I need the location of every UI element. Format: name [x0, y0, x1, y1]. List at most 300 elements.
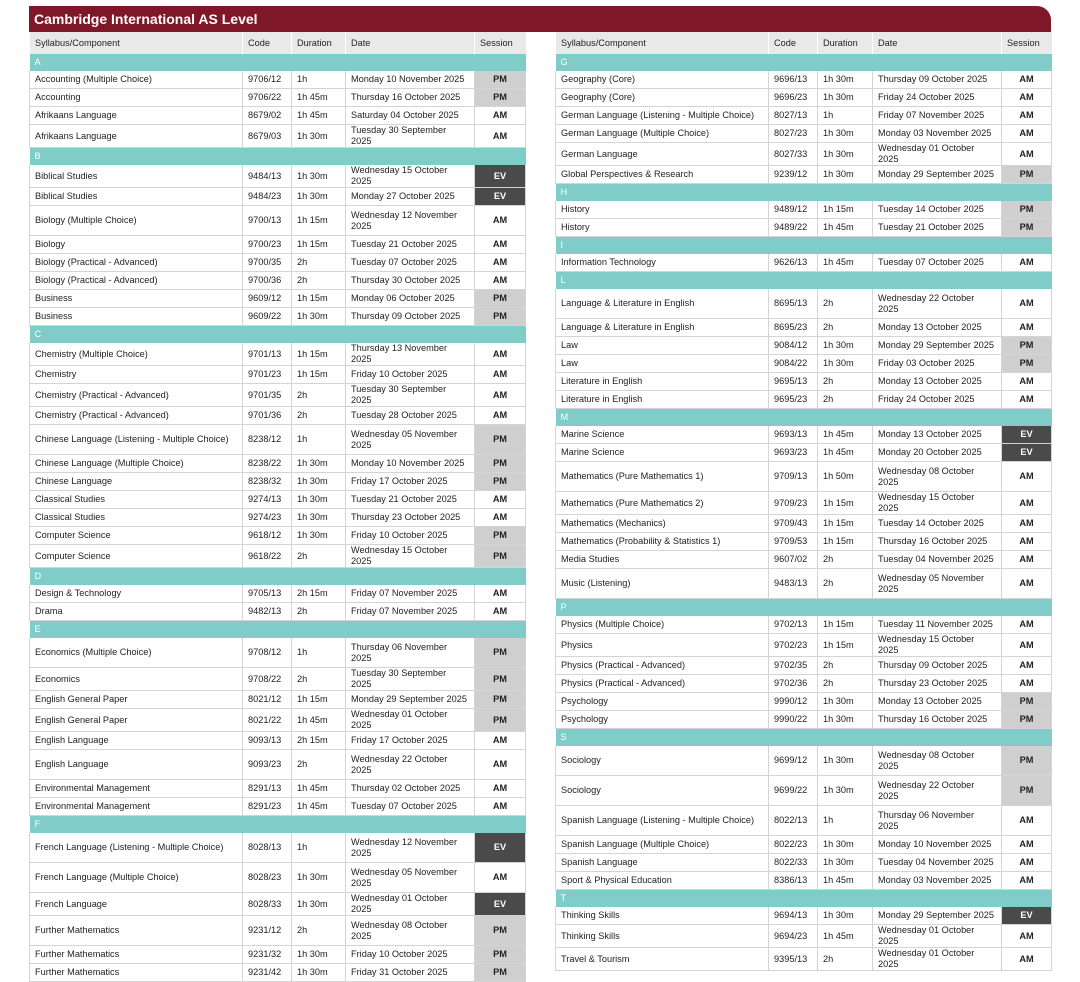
syllabus-cell: Environmental Management [30, 798, 243, 816]
session-cell: AM [475, 206, 526, 236]
syllabus-cell: Biology (Multiple Choice) [30, 206, 243, 236]
code-cell: 9695/13 [769, 373, 818, 391]
code-cell: 9482/13 [243, 603, 292, 621]
section-letter: I [556, 237, 1052, 255]
code-cell: 8022/23 [769, 836, 818, 854]
syllabus-cell: Biology [30, 236, 243, 254]
table-row [556, 854, 1052, 872]
section-letter-row [30, 816, 526, 834]
syllabus-cell: French Language (Multiple Choice) [30, 863, 243, 893]
table-row [556, 462, 1052, 492]
date-cell: Friday 17 October 2025 [346, 473, 475, 491]
session-cell: EV [1002, 444, 1052, 462]
code-cell: 8028/23 [243, 863, 292, 893]
code-cell: 8695/13 [769, 289, 818, 319]
date-cell: Thursday 09 October 2025 [346, 308, 475, 326]
duration-cell: 1h 45m [818, 925, 873, 948]
session-cell: AM [1002, 373, 1052, 391]
table-row [30, 732, 526, 750]
syllabus-cell: Media Studies [556, 551, 769, 569]
syllabus-cell: Further Mathematics [30, 964, 243, 982]
table-row [30, 165, 526, 188]
code-cell: 9696/23 [769, 89, 818, 107]
code-cell: 9231/12 [243, 916, 292, 946]
date-cell: Wednesday 12 November 2025 [346, 833, 475, 863]
session-cell: AM [1002, 391, 1052, 409]
date-cell: Friday 10 October 2025 [346, 366, 475, 384]
duration-cell: 1h 30m [818, 143, 873, 166]
syllabus-cell: Sociology [556, 746, 769, 776]
table-row [556, 373, 1052, 391]
session-cell: AM [1002, 492, 1052, 515]
code-cell: 9609/22 [243, 308, 292, 326]
duration-cell: 1h 45m [818, 444, 873, 462]
duration-cell: 1h [818, 806, 873, 836]
code-cell: 9701/36 [243, 407, 292, 425]
session-cell: PM [1002, 746, 1052, 776]
session-cell: AM [475, 254, 526, 272]
code-cell: 8021/12 [243, 691, 292, 709]
syllabus-cell: German Language (Multiple Choice) [556, 125, 769, 143]
date-cell: Wednesday 01 October 2025 [346, 709, 475, 732]
table-row [556, 391, 1052, 409]
session-cell: AM [475, 384, 526, 407]
code-cell: 9489/12 [769, 201, 818, 219]
code-cell: 9693/13 [769, 426, 818, 444]
duration-cell: 2h [818, 657, 873, 675]
date-cell: Thursday 16 October 2025 [346, 89, 475, 107]
duration-cell: 1h 30m [818, 746, 873, 776]
duration-cell: 1h 50m [818, 462, 873, 492]
section-letter-row [556, 54, 1052, 71]
duration-cell: 2h [292, 407, 346, 425]
code-cell: 9093/23 [243, 750, 292, 780]
syllabus-cell: Accounting (Multiple Choice) [30, 71, 243, 89]
session-cell: PM [475, 290, 526, 308]
date-cell: Tuesday 21 October 2025 [873, 219, 1002, 237]
date-cell: Wednesday 05 November 2025 [346, 863, 475, 893]
session-cell: PM [475, 964, 526, 982]
duration-cell: 1h 30m [292, 509, 346, 527]
syllabus-cell: Global Perspectives & Research [556, 166, 769, 184]
date-cell: Thursday 16 October 2025 [873, 533, 1002, 551]
session-cell: AM [475, 407, 526, 425]
code-cell: 9709/23 [769, 492, 818, 515]
date-cell: Wednesday 15 October 2025 [346, 165, 475, 188]
table-row [556, 836, 1052, 854]
date-cell: Wednesday 22 October 2025 [873, 289, 1002, 319]
table-row [30, 425, 526, 455]
duration-cell: 1h 45m [818, 426, 873, 444]
table-row [556, 444, 1052, 462]
code-cell: 8027/23 [769, 125, 818, 143]
date-cell: Thursday 23 October 2025 [873, 675, 1002, 693]
date-cell: Thursday 13 November 2025 [346, 343, 475, 366]
code-cell: 9693/23 [769, 444, 818, 462]
syllabus-cell: Chinese Language [30, 473, 243, 491]
duration-cell: 1h 30m [292, 165, 346, 188]
syllabus-cell: Further Mathematics [30, 916, 243, 946]
date-cell: Tuesday 30 September 2025 [346, 668, 475, 691]
date-cell: Friday 07 November 2025 [346, 585, 475, 603]
table-row [30, 188, 526, 206]
date-cell: Tuesday 30 September 2025 [346, 384, 475, 407]
syllabus-cell: Economics (Multiple Choice) [30, 638, 243, 668]
section-letter: A [30, 54, 526, 71]
table-row [30, 780, 526, 798]
syllabus-cell: Physics (Multiple Choice) [556, 616, 769, 634]
syllabus-cell: Mathematics (Pure Mathematics 1) [556, 462, 769, 492]
section-letter: E [30, 621, 526, 639]
syllabus-cell: Environmental Management [30, 780, 243, 798]
session-cell: AM [1002, 675, 1052, 693]
syllabus-cell: Business [30, 308, 243, 326]
code-cell: 9706/12 [243, 71, 292, 89]
section-letter-row [556, 237, 1052, 255]
syllabus-cell: Physics (Practical - Advanced) [556, 657, 769, 675]
date-cell: Friday 03 October 2025 [873, 355, 1002, 373]
table-row [556, 551, 1052, 569]
date-cell: Wednesday 01 October 2025 [873, 948, 1002, 971]
table-row [30, 290, 526, 308]
section-letter: D [30, 568, 526, 586]
code-cell: 9701/23 [243, 366, 292, 384]
code-cell: 9274/13 [243, 491, 292, 509]
table-row [30, 833, 526, 863]
table-row [30, 946, 526, 964]
table-row [30, 638, 526, 668]
date-cell: Monday 13 October 2025 [873, 319, 1002, 337]
table-row [556, 355, 1052, 373]
date-cell: Tuesday 07 October 2025 [346, 798, 475, 816]
code-cell: 9084/12 [769, 337, 818, 355]
session-cell: AM [1002, 806, 1052, 836]
header-syllabus: Syllabus/Component [556, 32, 769, 54]
session-cell: AM [1002, 125, 1052, 143]
header-code: Code [243, 32, 292, 54]
duration-cell: 1h 45m [818, 219, 873, 237]
syllabus-cell: Chinese Language (Listening - Multiple Choice) [30, 425, 243, 455]
duration-cell: 1h 30m [292, 527, 346, 545]
code-cell: 9626/13 [769, 254, 818, 272]
duration-cell: 1h 30m [818, 776, 873, 806]
date-cell: Wednesday 22 October 2025 [346, 750, 475, 780]
date-cell: Friday 17 October 2025 [346, 732, 475, 750]
table-row [556, 925, 1052, 948]
session-cell: PM [475, 668, 526, 691]
date-cell: Friday 31 October 2025 [346, 964, 475, 982]
syllabus-cell: Psychology [556, 693, 769, 711]
duration-cell: 1h 15m [818, 492, 873, 515]
syllabus-cell: Computer Science [30, 527, 243, 545]
session-cell: EV [475, 188, 526, 206]
code-cell: 9274/23 [243, 509, 292, 527]
syllabus-cell: Sociology [556, 776, 769, 806]
date-cell: Friday 10 October 2025 [346, 946, 475, 964]
table-row [556, 907, 1052, 925]
session-cell: PM [475, 308, 526, 326]
duration-cell: 1h 30m [292, 491, 346, 509]
code-cell: 9609/12 [243, 290, 292, 308]
syllabus-cell: Literature in English [556, 373, 769, 391]
exam-table-left [29, 32, 526, 982]
date-cell: Tuesday 07 October 2025 [346, 254, 475, 272]
session-cell: PM [475, 916, 526, 946]
table-row [30, 125, 526, 148]
duration-cell: 2h [292, 916, 346, 946]
date-cell: Tuesday 21 October 2025 [346, 491, 475, 509]
table-row [556, 219, 1052, 237]
session-cell: AM [475, 343, 526, 366]
duration-cell: 1h [818, 107, 873, 125]
table-row [30, 916, 526, 946]
duration-cell: 1h 30m [818, 836, 873, 854]
section-letter-row [556, 272, 1052, 290]
duration-cell: 1h 30m [292, 946, 346, 964]
session-cell: AM [1002, 89, 1052, 107]
syllabus-cell: Language & Literature in English [556, 289, 769, 319]
duration-cell: 1h [292, 638, 346, 668]
code-cell: 8679/02 [243, 107, 292, 125]
session-cell: PM [475, 545, 526, 568]
table-row [556, 616, 1052, 634]
table-row [556, 693, 1052, 711]
table-row [30, 206, 526, 236]
session-cell: PM [1002, 711, 1052, 729]
session-cell: PM [1002, 776, 1052, 806]
syllabus-cell: Law [556, 355, 769, 373]
duration-cell: 1h 30m [292, 863, 346, 893]
syllabus-cell: Law [556, 337, 769, 355]
date-cell: Wednesday 05 November 2025 [346, 425, 475, 455]
code-cell: 9483/13 [769, 569, 818, 599]
table-row [30, 89, 526, 107]
duration-cell: 1h 45m [292, 780, 346, 798]
duration-cell: 1h [292, 833, 346, 863]
code-cell: 8291/13 [243, 780, 292, 798]
syllabus-cell: Drama [30, 603, 243, 621]
table-row [30, 254, 526, 272]
duration-cell: 2h 15m [292, 585, 346, 603]
code-cell: 9607/02 [769, 551, 818, 569]
syllabus-cell: Mathematics (Mechanics) [556, 515, 769, 533]
date-cell: Friday 10 October 2025 [346, 527, 475, 545]
table-row [556, 533, 1052, 551]
session-cell: AM [475, 750, 526, 780]
session-cell: AM [475, 732, 526, 750]
table-row [30, 308, 526, 326]
section-letter: C [30, 326, 526, 344]
table-row [30, 107, 526, 125]
date-cell: Tuesday 11 November 2025 [873, 616, 1002, 634]
section-letter: F [30, 816, 526, 834]
section-letter: L [556, 272, 1052, 290]
duration-cell: 1h 30m [292, 964, 346, 982]
syllabus-cell: English General Paper [30, 709, 243, 732]
session-cell: EV [1002, 907, 1052, 925]
date-cell: Monday 29 September 2025 [873, 337, 1002, 355]
code-cell: 9699/22 [769, 776, 818, 806]
section-letter-row [30, 621, 526, 639]
syllabus-cell: Chemistry (Practical - Advanced) [30, 384, 243, 407]
date-cell: Friday 24 October 2025 [873, 89, 1002, 107]
syllabus-cell: Biology (Practical - Advanced) [30, 272, 243, 290]
code-cell: 9696/13 [769, 71, 818, 89]
code-cell: 9700/23 [243, 236, 292, 254]
duration-cell: 1h 45m [292, 798, 346, 816]
syllabus-cell: Computer Science [30, 545, 243, 568]
date-cell: Monday 20 October 2025 [873, 444, 1002, 462]
code-cell: 8238/12 [243, 425, 292, 455]
code-cell: 9484/23 [243, 188, 292, 206]
session-cell: EV [475, 165, 526, 188]
code-cell: 9709/13 [769, 462, 818, 492]
session-cell: PM [1002, 355, 1052, 373]
duration-cell: 1h 45m [818, 872, 873, 890]
table-row [30, 527, 526, 545]
section-letter: P [556, 599, 1052, 617]
syllabus-cell: Design & Technology [30, 585, 243, 603]
session-cell: AM [475, 798, 526, 816]
table-row [30, 366, 526, 384]
table-row [30, 893, 526, 916]
syllabus-cell: German Language (Listening - Multiple Choice) [556, 107, 769, 125]
session-cell: PM [475, 638, 526, 668]
session-cell: AM [475, 236, 526, 254]
syllabus-cell: Spanish Language (Multiple Choice) [556, 836, 769, 854]
duration-cell: 2h [818, 373, 873, 391]
table-row [30, 272, 526, 290]
code-cell: 9702/13 [769, 616, 818, 634]
duration-cell: 1h 30m [292, 188, 346, 206]
syllabus-cell: Marine Science [556, 426, 769, 444]
session-cell: AM [475, 585, 526, 603]
section-letter-row [556, 599, 1052, 617]
section-letter-row [30, 326, 526, 344]
table-row [556, 166, 1052, 184]
session-cell: AM [1002, 854, 1052, 872]
table-row [556, 806, 1052, 836]
duration-cell: 2h [818, 551, 873, 569]
syllabus-cell: Classical Studies [30, 509, 243, 527]
session-cell: AM [475, 107, 526, 125]
syllabus-cell: Classical Studies [30, 491, 243, 509]
date-cell: Monday 13 October 2025 [873, 426, 1002, 444]
code-cell: 9701/13 [243, 343, 292, 366]
session-cell: AM [475, 491, 526, 509]
session-cell: AM [1002, 107, 1052, 125]
section-letter: S [556, 729, 1052, 747]
session-cell: AM [1002, 533, 1052, 551]
header-session: Session [1002, 32, 1052, 54]
table-row [30, 863, 526, 893]
date-cell: Tuesday 07 October 2025 [873, 254, 1002, 272]
date-cell: Wednesday 12 November 2025 [346, 206, 475, 236]
duration-cell: 1h 15m [818, 201, 873, 219]
table-row [556, 89, 1052, 107]
code-cell: 8238/32 [243, 473, 292, 491]
session-cell: AM [1002, 925, 1052, 948]
duration-cell: 2h [292, 254, 346, 272]
date-cell: Wednesday 01 October 2025 [873, 143, 1002, 166]
session-cell: AM [1002, 143, 1052, 166]
syllabus-cell: Physics [556, 634, 769, 657]
date-cell: Tuesday 14 October 2025 [873, 201, 1002, 219]
duration-cell: 1h 30m [818, 854, 873, 872]
duration-cell: 2h [818, 569, 873, 599]
date-cell: Thursday 06 November 2025 [346, 638, 475, 668]
table-row [556, 872, 1052, 890]
session-cell: AM [1002, 657, 1052, 675]
table-row [30, 384, 526, 407]
duration-cell: 2h [818, 675, 873, 693]
duration-cell: 1h 30m [818, 355, 873, 373]
section-letter-row [30, 148, 526, 166]
header-date: Date [346, 32, 475, 54]
syllabus-cell: Psychology [556, 711, 769, 729]
syllabus-cell: History [556, 219, 769, 237]
syllabus-cell: Language & Literature in English [556, 319, 769, 337]
code-cell: 9231/42 [243, 964, 292, 982]
code-cell: 9694/23 [769, 925, 818, 948]
duration-cell: 2h [292, 603, 346, 621]
code-cell: 8679/03 [243, 125, 292, 148]
date-cell: Wednesday 08 October 2025 [346, 916, 475, 946]
section-letter-row [556, 729, 1052, 747]
duration-cell: 1h [292, 71, 346, 89]
code-cell: 9702/36 [769, 675, 818, 693]
table-row [30, 750, 526, 780]
date-cell: Friday 07 November 2025 [346, 603, 475, 621]
session-cell: AM [1002, 551, 1052, 569]
session-cell: PM [475, 71, 526, 89]
duration-cell: 2h [292, 750, 346, 780]
syllabus-cell: French Language [30, 893, 243, 916]
code-cell: 9395/13 [769, 948, 818, 971]
syllabus-cell: Afrikaans Language [30, 107, 243, 125]
date-cell: Saturday 04 October 2025 [346, 107, 475, 125]
syllabus-cell: English Language [30, 732, 243, 750]
duration-cell: 1h 45m [292, 107, 346, 125]
date-cell: Monday 10 November 2025 [873, 836, 1002, 854]
session-cell: AM [475, 863, 526, 893]
date-cell: Monday 27 October 2025 [346, 188, 475, 206]
session-cell: AM [1002, 616, 1052, 634]
code-cell: 9700/13 [243, 206, 292, 236]
table-row [30, 236, 526, 254]
date-cell: Tuesday 04 November 2025 [873, 551, 1002, 569]
code-cell: 9618/22 [243, 545, 292, 568]
session-cell: EV [475, 833, 526, 863]
date-cell: Monday 29 September 2025 [873, 907, 1002, 925]
table-row [30, 509, 526, 527]
code-cell: 8022/33 [769, 854, 818, 872]
date-cell: Tuesday 30 September 2025 [346, 125, 475, 148]
syllabus-cell: Information Technology [556, 254, 769, 272]
table-row [30, 691, 526, 709]
session-cell: PM [475, 709, 526, 732]
section-letter-row [556, 890, 1052, 908]
header-duration: Duration [292, 32, 346, 54]
session-cell: AM [1002, 569, 1052, 599]
code-cell: 9990/12 [769, 693, 818, 711]
table-row [30, 668, 526, 691]
session-cell: AM [1002, 515, 1052, 533]
session-cell: PM [1002, 201, 1052, 219]
table-row [556, 515, 1052, 533]
session-cell: AM [475, 272, 526, 290]
date-cell: Friday 07 November 2025 [873, 107, 1002, 125]
